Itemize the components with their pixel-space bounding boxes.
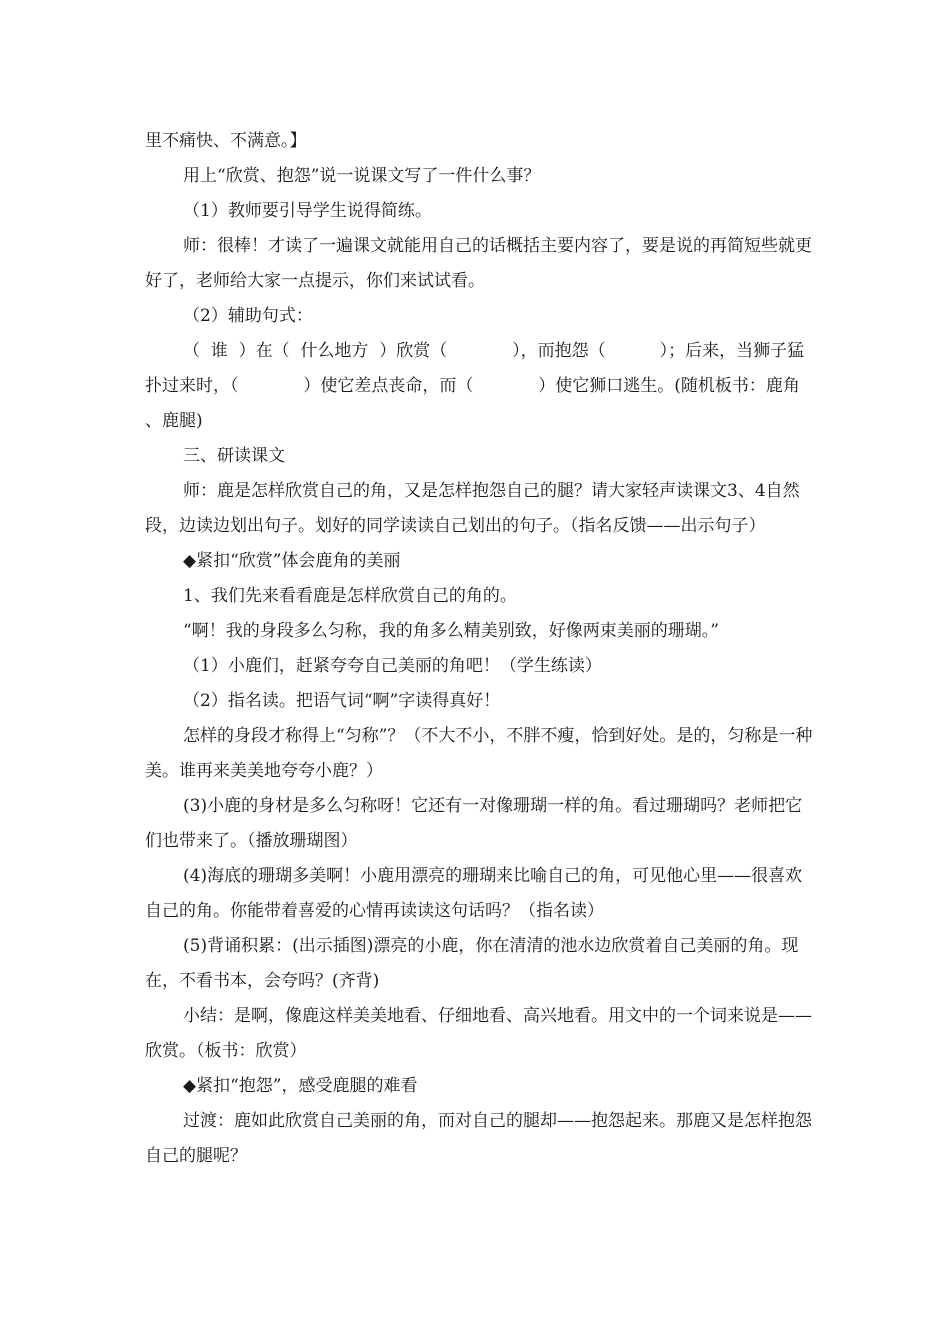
paragraph: 用上“欣赏、抱怨”说一说课文写了一件什么事？ xyxy=(183,166,541,186)
paragraph: 里不痛快、不满意。】 xyxy=(145,131,307,151)
paragraph: （2）指名读。把语气词“啊”字读得真好！ xyxy=(183,691,501,711)
paragraph: 师：很棒！才读了一遍课文就能用自己的话概括主要内容了，要是说的再简短些就更好了，老师给大家一点提示，你们来试试看。 xyxy=(145,236,812,291)
sub-heading: ◆紧扣“抱怨”，感受鹿腿的难看 xyxy=(183,1076,418,1096)
document-body xyxy=(145,124,815,1174)
paragraph: (3)小鹿的身材是多么匀称呀！它还有一对像珊瑚一样的角。看过珊瑚吗？老师把它们也带来了。（播放珊瑚图） xyxy=(145,796,803,851)
sentence-pattern-paragraph: （ 谁 ）在（ 什么地方 ）欣赏（ ），而抱怨（ ）；后来，当狮子猛扑过来时，（ ）使它差点丧命，而（ ）使它狮口逃生。(随机板书：鹿角 、鹿腿) xyxy=(145,341,811,431)
quote-paragraph: “啊！我的身段多么匀称，我的角多么精美别致，好像两束美丽的珊瑚。” xyxy=(183,621,719,641)
transition-paragraph: 过渡：鹿如此欣赏自己美丽的角，而对自己的腿却——抱怨起来。那鹿又是怎样抱怨自己的腿呢？ xyxy=(145,1111,812,1166)
summary-paragraph: 小结：是啊，像鹿这样美美地看、仔细地看、高兴地看。用文中的一个词来说是——欣赏。（板书：欣赏） xyxy=(145,1006,812,1061)
paragraph: 师：鹿是怎样欣赏自己的角，又是怎样抱怨自己的腿？请大家轻声读课文3、4自然段，边读边划出句子。划好的同学读读自己划出的句子。（指名反馈——出示句子） xyxy=(145,481,800,536)
paragraph: （1）教师要引导学生说得简练。 xyxy=(183,201,432,221)
paragraph: (4)海底的珊瑚多美啊！小鹿用漂亮的珊瑚来比喻自己的角，可见他心里——很喜欢自己的角。你能带着喜爱的心情再读读这句话吗？（指名读） xyxy=(145,866,803,921)
paragraph: （1）小鹿们，赶紧夸夸自己美丽的角吧！（学生练读） xyxy=(183,656,602,676)
sub-heading: ◆紧扣“欣赏”体会鹿角的美丽 xyxy=(183,551,401,571)
section-heading: 三、研读课文 xyxy=(183,446,285,466)
paragraph: （2）辅助句式： xyxy=(183,306,313,326)
paragraph: 1、我们先来看看鹿是怎样欣赏自己的角的。 xyxy=(183,586,517,606)
paragraph: (5)背诵积累：(出示插图)漂亮的小鹿，你在清清的池水边欣赏着自己美丽的角。现在，不看书本，会夸吗？(齐背) xyxy=(145,936,799,991)
paragraph: 怎样的身段才称得上“匀称”？（不大不小，不胖不瘦，恰到好处。是的，匀称是一种美。谁再来美美地夸夸小鹿？） xyxy=(145,726,813,781)
